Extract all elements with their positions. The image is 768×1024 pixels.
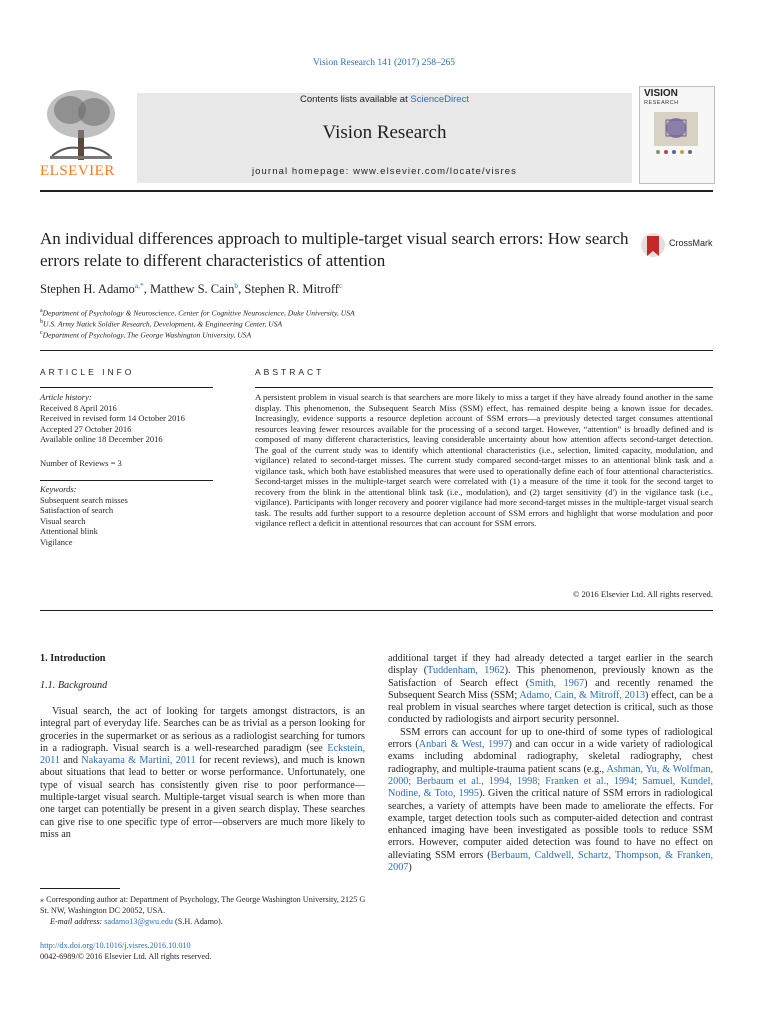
- issn-line: 0042-6989/© 2016 Elsevier Ltd. All rights reserved.: [40, 952, 212, 961]
- affiliation-text: Department of Psychology, The George Washington University, USA: [42, 330, 252, 340]
- sciencedirect-link[interactable]: ScienceDirect: [410, 94, 469, 105]
- doi-link[interactable]: http://dx.doi.org/10.1016/j.visres.2016.10.010: [40, 941, 191, 950]
- author-name[interactable]: Stephen R. Mitroff: [244, 282, 339, 297]
- author-list: [40, 281, 342, 297]
- subsection-heading-background: 1.1. Background: [40, 680, 108, 691]
- citation-link[interactable]: Ashman, Yu, & Wolfman, 2000; Berbaum et al., 1994, 1998; Franken et al., 1994; Samuel, Kundel, Nodine, & Toto, 1995: [388, 763, 713, 800]
- journal-citation[interactable]: Vision Research 141 (2017) 258–265: [313, 58, 455, 68]
- affiliation-mark: b: [40, 319, 43, 325]
- author-name[interactable]: Stephen H. Adamo: [40, 282, 135, 297]
- crossmark-label[interactable]: CrossMark: [669, 238, 713, 248]
- article-info-divider: [40, 387, 213, 388]
- keywords-label: Keywords:: [40, 484, 77, 494]
- paragraph-segment: ) and can occur in a wide variety of radiological exams including abdominal radiography, skeletal radiography, chest radiography, and multiple-trauma patient scans (e.g.,: [388, 739, 713, 775]
- affiliation-text: U.S. Army Natick Soldier Research, Development, & Engineering Center, USA: [43, 319, 283, 329]
- paragraph-segment: ): [408, 862, 412, 874]
- citation-link[interactable]: Nakayama & Martini, 2011: [81, 755, 196, 767]
- author-separator: ,: [238, 282, 245, 297]
- journal-name: Vision Research: [322, 122, 447, 143]
- citation-link[interactable]: Smith, 1967: [529, 677, 585, 689]
- body-column-right: [388, 653, 713, 874]
- keyword-item: Vigilance: [40, 536, 73, 547]
- footnote-divider: [40, 888, 120, 889]
- email-line: [40, 917, 380, 928]
- author-separator: ,: [143, 282, 151, 297]
- body-paragraph: [40, 706, 365, 841]
- article-history: [40, 392, 185, 445]
- author-affil-mark[interactable]: c: [338, 281, 343, 290]
- paragraph-segment: ) and recently renamed the Subsequent Search Miss (SSM;: [388, 677, 713, 701]
- elsevier-logo-text: ELSEVIER: [40, 163, 115, 179]
- author-affil-mark[interactable]: b: [234, 281, 239, 290]
- corresponding-author-note: ⁎ Corresponding author at: Department of Psychology, The George Washington University, 2125 G St. NW, Washington DC 20052, USA.: [40, 895, 366, 915]
- citation-link[interactable]: Adamo, Cain, & Mitroff, 2013: [519, 689, 646, 701]
- history-item: Accepted 27 October 2016: [40, 423, 132, 434]
- number-of-reviews: Number of Reviews = 3: [40, 458, 122, 468]
- elsevier-tree-logo: [40, 86, 122, 162]
- email-label: E-mail address:: [50, 917, 105, 926]
- abstract-text: A persistent problem in visual search is that searchers are more likely to miss a target if they have already found another in the same display. This phenomenon, the Subsequent Search Miss (SSM) effect, has remained despite being a known issue for decades. Increasingly, evidence supports a resource depletion account of SSM errors—a previously detected target consumes attentional resources leaving fewer resources available for the processing of a second target. However, “attention” is broadly defined and is composed of many different characteristics, leaving considerable uncertainty about how attention affects second-target detection. The goal of the current study was to identify which attentional characteristics (i.e., selection, limited capacity, modulation, and vigilance) related to second-target misses. The current study compared second-target misses to an attentional blink task and a vigilance task, which both have established measures that were used to operationally define each of four attentional characteristics. Second-target misses in the multiple-target search were correlated with (1) a measure of the time it took for the second target to recovery from the blink in the attentional blink task (i.e., modulation), and (2) target sensitivity (d′) in the vigilance task (i.e., vigilance). Participants with longer recovery and poorer vigilance had more second-target misses in the multiple-target visual search task. The results add further support to a resource depletion account of SSM errors and highlight that worse modulation and poor vigilance reflect a deficit in attentional resources that can account for SSM errors.: [255, 392, 713, 528]
- email-suffix: (S.H. Adamo).: [173, 917, 223, 926]
- history-item: Received 8 April 2016: [40, 402, 117, 413]
- citation-link[interactable]: Berbaum, Caldwell, Schartz, Thompson, & Franken, 2007: [388, 849, 713, 874]
- paragraph-segment: SSM errors can account for up to one-third of some types of radiological errors (: [388, 726, 713, 751]
- keywords-divider: [40, 480, 213, 481]
- article-title: An individual differences approach to multiple-target visual search errors: How search errors relate to different characteristics of attention: [40, 229, 629, 270]
- paragraph-text: [40, 706, 365, 841]
- cover-title: [644, 89, 678, 99]
- affiliation-mark: a: [40, 308, 43, 314]
- paragraph-segment: ). Given the critical nature of SSM errors in radiological searches, a variety of attempts have been made to ameliorate the effects. For example, target detection tools such as computer-aided detection and contrast enhanced imaging have been investigated as possible tools to reduce SSM errors. However, computer aided detection was found to have no effect on alleviating SSM errors (: [388, 788, 714, 861]
- paragraph-text: [388, 653, 713, 727]
- contents-line: [137, 94, 632, 105]
- cover-subtitle: RESEARCH: [644, 100, 679, 106]
- abstract-heading: ABSTRACT: [255, 367, 325, 377]
- section-divider: [40, 350, 713, 351]
- history-label: Article history:: [40, 392, 92, 402]
- citation-link[interactable]: Anbari & West, 1997: [418, 739, 509, 751]
- affiliation-text: Department of Psychology & Neuroscience, Center for Cognitive Neuroscience, Duke University, USA: [42, 308, 355, 318]
- header-divider: [40, 190, 713, 192]
- abstract-divider: [255, 387, 713, 388]
- paragraph-segment: ). This phenomenon, previously known as the Satisfaction of Search effect (: [388, 665, 713, 689]
- abstract-copyright: © 2016 Elsevier Ltd. All rights reserved.: [572, 589, 713, 599]
- affiliation: [40, 328, 251, 341]
- keyword-item: Attentional blink: [40, 526, 98, 536]
- history-item: Received in revised form 14 October 2016: [40, 413, 185, 423]
- keyword-item: Visual search: [40, 515, 86, 526]
- crossmark-icon[interactable]: [640, 230, 666, 260]
- journal-homepage[interactable]: journal homepage: www.elsevier.com/locate/visres: [251, 166, 518, 177]
- email-link[interactable]: sadamo13@gwu.edu: [104, 917, 173, 926]
- keyword-item: Subsequent search misses: [40, 494, 128, 505]
- history-item: Available online 18 December 2016: [40, 434, 163, 444]
- paragraph-segment: Visual search, the act of looking for targets amongst distractors, is an integral part of everyday life. Searches can be as trivial as a person looking for groceries in the supermarket or as serious as a radiologist searching for tumors in a radiograph. Visual search is a well-researched paradigm (see: [40, 706, 365, 754]
- citation-link[interactable]: Tuddenham, 1962: [427, 665, 505, 677]
- contents-prefix: Contents lists available at: [300, 94, 411, 105]
- paragraph-segment: ) effect, can be a real problem in visual searches where target detection is critical, such as those conducted by radiologists and airport security personnel.: [388, 689, 714, 726]
- abstract-bottom-divider: [40, 610, 713, 611]
- section-heading-introduction: 1. Introduction: [40, 653, 106, 664]
- article-info-heading: ARTICLE INFO: [40, 367, 135, 377]
- keywords: [40, 484, 128, 547]
- paragraph-segment: for recent reviews), and much is known about situations that lead to better or worse performance. Unfortunately, one type of visual search has consistently given rise to poor performance—multiple-target visual search. Multiple-target visual search is when more than one target can potentially be present in a given search display. These searches can give rise to one specific type of error—observers are much more likely to miss an: [40, 755, 365, 840]
- author-name[interactable]: Matthew S. Cain: [150, 282, 235, 297]
- paragraph-segment: additional target if they had already detected a target earlier in the search display (: [388, 653, 713, 677]
- citation-link[interactable]: Eckstein, 2011: [40, 742, 365, 767]
- cover-title-line1: VISION: [644, 88, 678, 99]
- keyword-item: Satisfaction of search: [40, 505, 114, 515]
- paragraph-segment: and: [60, 755, 82, 767]
- affiliation-mark: c: [40, 330, 43, 336]
- author-affil-mark[interactable]: a,*: [134, 281, 144, 290]
- paragraph-text: [388, 727, 713, 875]
- cover-artwork: [648, 110, 704, 158]
